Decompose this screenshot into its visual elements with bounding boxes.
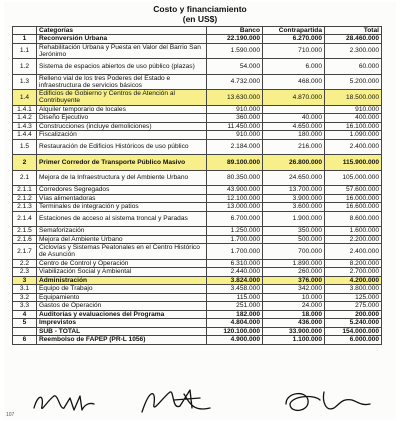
row-counterpart-amount: 436.000 (263, 319, 325, 328)
row-total-amount: 125.000 (325, 293, 382, 302)
row-category: Corredores Segregados (37, 186, 207, 195)
table-header-row (13, 27, 382, 35)
row-counterpart-amount: 342.000 (263, 285, 325, 294)
table-row (13, 131, 382, 140)
row-bank-amount: 120.100.000 (207, 327, 263, 336)
row-bank-amount: 3.824.000 (207, 276, 263, 285)
row-total-amount: 16.600.000 (325, 203, 382, 212)
row-category: Semaforización (37, 227, 207, 236)
row-bank-amount: 43.900.000 (207, 186, 263, 195)
row-category: Rehabilitación Urbana y Puesta en Valor del Barrio San Jerónimo (37, 43, 207, 59)
document-title: Costo y financiamiento (153, 4, 247, 14)
row-total-amount: 1.090.000 (325, 131, 382, 140)
row-total-amount: 910.000 (325, 105, 382, 114)
table-row (13, 122, 382, 131)
row-counterpart-amount: 1.900.000 (263, 211, 325, 227)
document-title-block (4, 4, 396, 24)
row-code: 2.1.3 (13, 203, 37, 212)
row-total-amount: 57.600.000 (325, 186, 382, 195)
row-code: 1.4.4 (13, 131, 37, 140)
row-total-amount: 105.000.000 (325, 170, 382, 186)
header-code (13, 27, 37, 35)
table-row (13, 90, 382, 106)
row-category: Diseño Ejecutivo (37, 114, 207, 123)
row-code: 2 (13, 155, 37, 171)
row-counterpart-amount: 3.900.000 (263, 194, 325, 203)
row-total-amount: 16.100.000 (325, 122, 382, 131)
row-bank-amount: 13.000.000 (207, 203, 263, 212)
row-code: 4 (13, 310, 37, 319)
row-category: Vías alimentadoras (37, 194, 207, 203)
row-category: Relleno vial de los tres Poderes del Estado e infraestructura de servicios básicos (37, 74, 207, 90)
row-bank-amount: 3.458.000 (207, 285, 263, 294)
row-code: 1.1 (13, 43, 37, 59)
row-bank-amount: 6.310.000 (207, 259, 263, 268)
row-bank-amount: 1.700.000 (207, 235, 263, 244)
row-code: 2.1.6 (13, 235, 37, 244)
row-counterpart-amount: 26.800.000 (263, 155, 325, 171)
row-counterpart-amount: 710.000 (263, 43, 325, 59)
row-code: 2.1.7 (13, 244, 37, 260)
row-total-amount: 60.000 (325, 59, 382, 75)
row-category: Reconversión Urbana (37, 35, 207, 44)
row-code: 1.5 (13, 139, 37, 155)
row-category: Gastos de Operación (37, 302, 207, 311)
row-bank-amount: 910.000 (207, 105, 263, 114)
row-bank-amount: 11.450.000 (207, 122, 263, 131)
row-total-amount: 200.000 (325, 310, 382, 319)
row-category: Equipo de Trabajo (37, 285, 207, 294)
row-counterpart-amount: 1.100.000 (263, 336, 325, 345)
row-category: Terminales de integración y patios (37, 203, 207, 212)
row-total-amount: 2.300.000 (325, 43, 382, 59)
row-total-amount: 5.240.000 (325, 319, 382, 328)
row-category: Viabilización Social y Ambiental (37, 268, 207, 277)
row-counterpart-amount: 468.000 (263, 74, 325, 90)
table-row (13, 327, 382, 336)
row-code (13, 327, 37, 336)
row-counterpart-amount: 4.650.000 (263, 122, 325, 131)
row-counterpart-amount: 40.000 (263, 114, 325, 123)
row-counterpart-amount: 10.000 (263, 293, 325, 302)
row-counterpart-amount: 4.870.000 (263, 90, 325, 106)
table-row (13, 293, 382, 302)
row-total-amount: 2.400.000 (325, 244, 382, 260)
table-row (13, 105, 382, 114)
row-bank-amount: 115.000 (207, 293, 263, 302)
table-body (13, 35, 382, 345)
row-total-amount: 6.000.000 (325, 336, 382, 345)
row-code: 3.2 (13, 293, 37, 302)
row-total-amount: 2.700.000 (325, 268, 382, 277)
row-category: Mejora de la Infraestructura y del Ambiente Urbano (37, 170, 207, 186)
row-total-amount: 2.400.000 (325, 139, 382, 155)
table-row (13, 319, 382, 328)
signature-3 (286, 392, 370, 410)
table-row (13, 35, 382, 44)
row-category: Auditorías y evaluaciones del Programa (37, 310, 207, 319)
row-category: Administración (37, 276, 207, 285)
row-total-amount: 18.500.000 (325, 90, 382, 106)
row-counterpart-amount: 216.000 (263, 139, 325, 155)
table-row (13, 211, 382, 227)
row-counterpart-amount: 6.000 (263, 59, 325, 75)
row-code: 2.1.1 (13, 186, 37, 195)
header-bank: Banco (207, 27, 263, 35)
row-total-amount: 400.000 (325, 114, 382, 123)
table-row (13, 139, 382, 155)
table-row (13, 244, 382, 260)
row-code: 3 (13, 276, 37, 285)
row-category: Alquiler temporario de locales (37, 105, 207, 114)
row-category: Equipamiento (37, 293, 207, 302)
row-category: Estaciones de acceso al sistema troncal y Paradas (37, 211, 207, 227)
table-row (13, 235, 382, 244)
row-bank-amount: 13.630.000 (207, 90, 263, 106)
table-row (13, 285, 382, 294)
table-row (13, 170, 382, 186)
table-row (13, 114, 382, 123)
table-row (13, 268, 382, 277)
row-category: Ciclovías y Sistemas Peatonales en el Centro Histórico de Asunción (37, 244, 207, 260)
row-total-amount: 2.200.000 (325, 235, 382, 244)
row-bank-amount: 89.100.000 (207, 155, 263, 171)
row-counterpart-amount: 376.000 (263, 276, 325, 285)
row-total-amount: 3.800.000 (325, 285, 382, 294)
row-category: Restauración de Edificios Históricos de uso público (37, 139, 207, 155)
row-counterpart-amount: 180.000 (263, 131, 325, 140)
row-bank-amount: 4.732.000 (207, 74, 263, 90)
table-row (13, 336, 382, 345)
row-total-amount: 8.600.000 (325, 211, 382, 227)
table-row (13, 259, 382, 268)
row-code: 1 (13, 35, 37, 44)
row-total-amount: 1.600.000 (325, 227, 382, 236)
table-row (13, 186, 382, 195)
row-category: Imprevistos (37, 319, 207, 328)
row-bank-amount: 1.590.000 (207, 43, 263, 59)
row-code: 5 (13, 319, 37, 328)
row-code: 2.1.5 (13, 227, 37, 236)
row-counterpart-amount (263, 105, 325, 114)
row-bank-amount: 80.350.000 (207, 170, 263, 186)
signature-1 (34, 396, 94, 410)
table-row (13, 74, 382, 90)
row-code: 1.3 (13, 74, 37, 90)
row-counterpart-amount: 500.000 (263, 235, 325, 244)
row-category: Reembolso de FAPEP (PR-L 1056) (37, 336, 207, 345)
row-counterpart-amount: 33.900.000 (263, 327, 325, 336)
row-bank-amount: 360.000 (207, 114, 263, 123)
row-category: Mejora del Ambiente Urbano (37, 235, 207, 244)
row-code: 3.3 (13, 302, 37, 311)
row-category: Primer Corredor de Transporte Público Masivo (37, 155, 207, 171)
row-category: Centro de Control y Operación (37, 259, 207, 268)
table-row (13, 276, 382, 285)
row-category: Fiscalización (37, 131, 207, 140)
row-bank-amount: 22.190.000 (207, 35, 263, 44)
row-counterpart-amount: 700.000 (263, 244, 325, 260)
table-row (13, 194, 382, 203)
row-total-amount: 5.200.000 (325, 74, 382, 90)
row-code: 2.1.4 (13, 211, 37, 227)
row-bank-amount: 910.000 (207, 131, 263, 140)
row-category: Edificios de Gobierno y Centros de Atención al Contribuyente (37, 90, 207, 106)
row-counterpart-amount: 350.000 (263, 227, 325, 236)
row-category: SUB - TOTAL (37, 327, 207, 336)
table-row (13, 59, 382, 75)
document-subtitle: (en US$) (182, 14, 218, 24)
header-counterpart: Contrapartida (263, 27, 325, 35)
page-marker: 107 (6, 412, 15, 418)
row-counterpart-amount: 6.270.000 (263, 35, 325, 44)
row-total-amount: 154.000.000 (325, 327, 382, 336)
row-total-amount: 115.900.000 (325, 155, 382, 171)
row-bank-amount: 1.250.000 (207, 227, 263, 236)
table-row (13, 43, 382, 59)
row-counterpart-amount: 24.000 (263, 302, 325, 311)
row-bank-amount: 251.000 (207, 302, 263, 311)
header-total: Total (325, 27, 382, 35)
cost-financing-table (12, 26, 382, 345)
row-code: 6 (13, 336, 37, 345)
table-row (13, 310, 382, 319)
row-code: 3.1 (13, 285, 37, 294)
row-counterpart-amount: 13.700.000 (263, 186, 325, 195)
row-bank-amount: 2.184.000 (207, 139, 263, 155)
row-code: 2.3 (13, 268, 37, 277)
row-bank-amount: 12.100.000 (207, 194, 263, 203)
row-counterpart-amount: 3.600.000 (263, 203, 325, 212)
row-code: 1.4 (13, 90, 37, 106)
row-counterpart-amount: 260.000 (263, 268, 325, 277)
row-code: 2.2 (13, 259, 37, 268)
row-bank-amount: 182.000 (207, 310, 263, 319)
row-code: 1.4.2 (13, 114, 37, 123)
document-page (4, 2, 396, 420)
row-category: Sistema de espacios abiertos de uso público (plazas) (37, 59, 207, 75)
table-row (13, 203, 382, 212)
row-bank-amount: 6.700.000 (207, 211, 263, 227)
row-code: 2.1 (13, 170, 37, 186)
table-row (13, 302, 382, 311)
row-bank-amount: 1.700.000 (207, 244, 263, 260)
table-row (13, 227, 382, 236)
row-total-amount: 4.200.000 (325, 276, 382, 285)
row-total-amount: 16.000.000 (325, 194, 382, 203)
handwritten-signatures (24, 386, 384, 418)
row-total-amount: 8.200.000 (325, 259, 382, 268)
row-counterpart-amount: 18.000 (263, 310, 325, 319)
row-code: 1.4.3 (13, 122, 37, 131)
header-category: Categorías (37, 27, 207, 35)
row-code: 2.1.2 (13, 194, 37, 203)
row-bank-amount: 4.804.000 (207, 319, 263, 328)
row-total-amount: 275.000 (325, 302, 382, 311)
row-code: 1.2 (13, 59, 37, 75)
row-total-amount: 28.460.000 (325, 35, 382, 44)
row-code: 1.4.1 (13, 105, 37, 114)
row-bank-amount: 2.440.000 (207, 268, 263, 277)
row-bank-amount: 4.900.000 (207, 336, 263, 345)
row-category: Construcciones (incluye demoliciones) (37, 122, 207, 131)
row-counterpart-amount: 1.890.000 (263, 259, 325, 268)
row-bank-amount: 54.000 (207, 59, 263, 75)
table-row (13, 155, 382, 171)
row-counterpart-amount: 24.650.000 (263, 170, 325, 186)
signature-2 (142, 390, 210, 412)
